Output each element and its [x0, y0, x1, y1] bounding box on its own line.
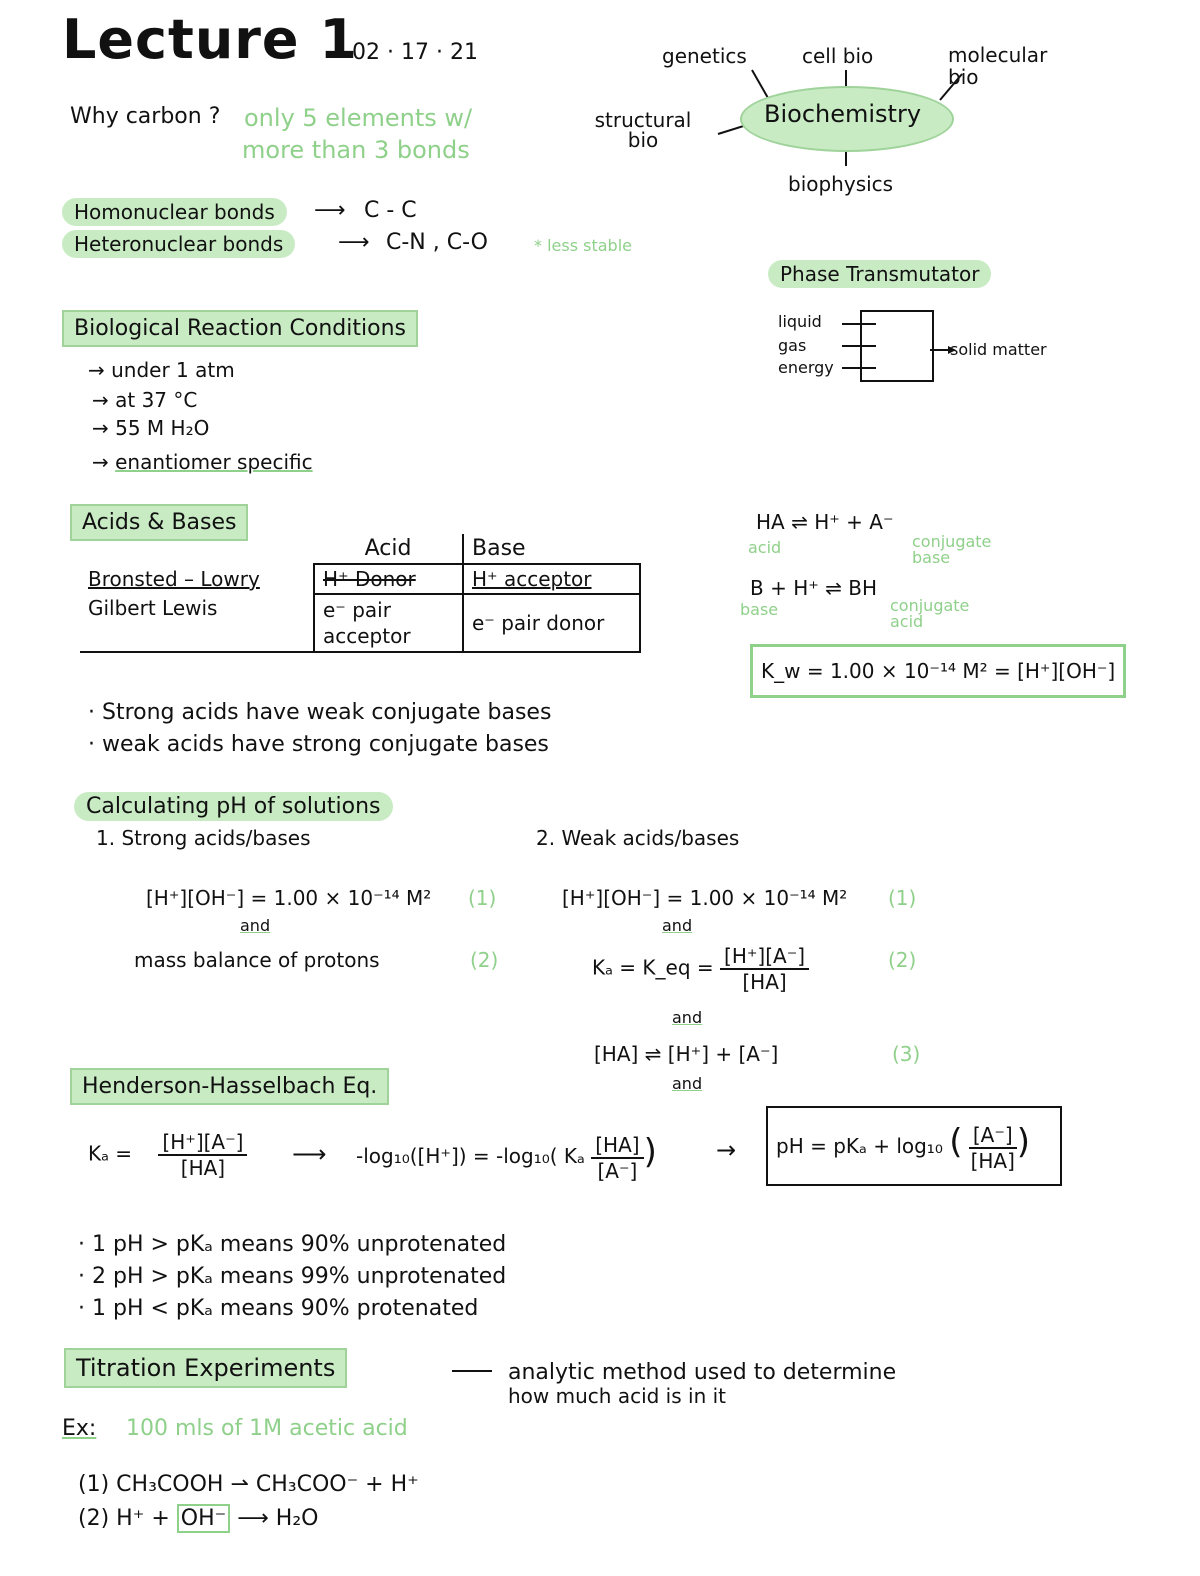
note-strong-acids: · Strong acids have weak conjugate bases: [88, 700, 552, 725]
hh-rule-2-text: 2 pH > pKₐ means 99% unprotenated: [92, 1264, 507, 1289]
phase-output: solid matter: [950, 340, 1047, 359]
page-date: 02 · 17 · 21: [352, 40, 478, 65]
note-strong-acids-text: Strong acids have weak conjugate bases: [102, 700, 552, 725]
hh-rule-2: · 2 pH > pKₐ means 99% unprotenated: [78, 1264, 507, 1289]
reaction-2-arrow: ⟶: [237, 1506, 269, 1531]
hh-log-denominator: [A⁻]: [597, 1158, 638, 1183]
heteronuclear-label: Heteronuclear bonds: [62, 230, 295, 258]
strong-eq2: mass balance of protons: [134, 948, 380, 972]
strong-and: and: [240, 916, 271, 935]
heteronuclear-example: C-N , C-O: [386, 230, 488, 255]
hh-log: -log₁₀([H⁺]) = -log₁₀( Kₐ $\frac{[HA]}{[A^-]}$ ): [356, 1132, 657, 1183]
hh-ka-lhs: Kₐ =: [88, 1141, 133, 1166]
weak-eq3: [HA] ⇌ [H⁺] + [A⁻]: [594, 1042, 779, 1066]
titration-desc-1: analytic method used to determine: [508, 1360, 897, 1385]
hh-final-numerator: [A⁻]: [969, 1123, 1017, 1149]
reaction-2-oh: OH⁻: [177, 1504, 230, 1533]
kw-box: K_w = 1.00 × 10⁻¹⁴ M² = [H⁺][OH⁻]: [750, 644, 1126, 698]
reaction-1-num: (1): [78, 1472, 110, 1497]
acid-eq-acid-label: acid: [748, 538, 782, 557]
acids-bases-table: [80, 534, 641, 653]
strong-heading: 1. Strong acids/bases: [96, 826, 311, 850]
phase-input-liquid: liquid: [778, 312, 822, 331]
phase-arrows: [838, 310, 958, 380]
hh-rule-1-text: 1 pH > pKₐ means 90% unprotenated: [92, 1232, 507, 1257]
condition-1-text: under 1 atm: [111, 358, 235, 382]
condition-2-text: at 37 °C: [115, 388, 198, 412]
acid-eq-conj-label: conjugate base: [912, 532, 992, 567]
base-eq-conj-label: conjugate acid: [890, 596, 970, 631]
heteronuclear-arrow: ⟶: [338, 230, 370, 255]
titration-title: Titration Experiments: [64, 1348, 347, 1388]
why-carbon-answer-1: only 5 elements w/: [244, 104, 473, 132]
biochem-center: Biochemistry: [764, 100, 922, 128]
ph-calc-title: Calculating pH of solutions: [74, 792, 393, 821]
lewis-base: e⁻ pair donor: [463, 594, 640, 652]
phase-title: Phase Transmutator: [768, 260, 991, 288]
weak-and-2: and: [672, 1008, 703, 1027]
acids-bases-title: Acids & Bases: [70, 504, 248, 541]
base-col-header: Base: [463, 534, 640, 564]
weak-eq2-denominator: [HA]: [742, 970, 787, 994]
biochem-structural-bio: structural bio: [594, 108, 692, 152]
weak-eq1-num: (1): [888, 886, 917, 910]
acid-equation: HA ⇌ H⁺ + A⁻: [756, 510, 894, 534]
hh-final-fraction: [969, 1123, 1017, 1173]
hh-ka: [88, 1130, 247, 1180]
weak-eq2-lhs: Kₐ = K_eq =: [592, 955, 714, 980]
weak-eq2: [592, 944, 809, 994]
biochem-molecular-bio: molecular bio: [948, 43, 1048, 89]
condition-4: → enantiomer specific: [92, 450, 313, 474]
condition-3: → 55 M H₂O: [92, 416, 210, 440]
reaction-2-product: H₂O: [275, 1506, 319, 1531]
biochem-cell-bio: cell bio: [802, 44, 874, 68]
weak-and-1: and: [662, 916, 693, 935]
condition-2: → at 37 °C: [92, 388, 198, 412]
weak-eq2-numerator: [H⁺][A⁻]: [720, 944, 809, 970]
hh-log-expr: -log₁₀([H⁺]) = -log₁₀( Kₐ: [356, 1144, 585, 1168]
hh-arrow-2: →: [716, 1136, 737, 1164]
homonuclear-example: C - C: [364, 198, 417, 223]
hh-rule-3: · 1 pH < pKₐ means 90% protenated: [78, 1296, 479, 1321]
titration-ex-text: 100 mls of 1M acetic acid: [126, 1416, 408, 1441]
heteronuclear-note: * less stable: [534, 236, 632, 255]
weak-eq2-fraction: [720, 944, 809, 994]
hh-ka-denominator: [HA]: [180, 1156, 226, 1180]
condition-1: → under 1 atm: [88, 358, 235, 382]
strong-eq1-num: (1): [468, 886, 497, 910]
condition-3-text: 55 M H₂O: [115, 416, 210, 440]
weak-eq1: [H⁺][OH⁻] = 1.00 × 10⁻¹⁴ M²: [562, 886, 848, 910]
base-eq-base-label: base: [740, 600, 779, 619]
weak-eq2-num: (2): [888, 948, 917, 972]
hh-rule-1: · 1 pH > pKₐ means 90% unprotenated: [78, 1232, 507, 1257]
base-equation: B + H⁺ ⇌ BH: [750, 576, 878, 600]
hh-final-lhs: pH = pKₐ + log₁₀: [776, 1134, 943, 1158]
hh-final-denominator: [HA]: [970, 1148, 1015, 1173]
lewis-acid: e⁻ pair acceptor: [314, 594, 463, 652]
hh-ka-fraction: [158, 1130, 247, 1180]
biochem-genetics: genetics: [662, 44, 747, 68]
titration-ex-label: Ex:: [62, 1416, 97, 1441]
biochem-biophysics: biophysics: [788, 172, 894, 196]
note-weak-acids: · weak acids have strong conjugate bases: [88, 732, 549, 757]
why-carbon-question: Why carbon ?: [70, 104, 221, 129]
strong-eq1: [H⁺][OH⁻] = 1.00 × 10⁻¹⁴ M²: [146, 886, 432, 910]
page-title: Lecture 1: [62, 8, 358, 71]
bronsted-label: Bronsted – Lowry: [88, 567, 260, 591]
conditions-title: Biological Reaction Conditions: [62, 310, 418, 347]
reaction-2-a: H⁺ +: [116, 1506, 170, 1531]
weak-heading: 2. Weak acids/bases: [536, 826, 740, 850]
hh-final-box: pH = pKₐ + log₁₀ ( $\frac{[A^-]}{[HA]}$ ): [766, 1106, 1062, 1186]
reaction-2-num: (2): [78, 1506, 110, 1531]
hh-title: Henderson-Hasselbach Eq.: [70, 1068, 389, 1105]
reaction-1: [78, 1472, 419, 1497]
phase-input-gas: gas: [778, 336, 807, 355]
hh-log-numerator: [HA]: [591, 1133, 643, 1159]
note-weak-acids-text: weak acids have strong conjugate bases: [102, 732, 549, 757]
homonuclear-arrow: ⟶: [314, 198, 346, 223]
condition-4-text: enantiomer specific: [115, 450, 313, 474]
phase-input-energy: energy: [778, 358, 834, 377]
strong-eq2-num: (2): [470, 948, 499, 972]
hh-arrow-1: ⟶: [292, 1140, 327, 1168]
acid-col-header: Acid: [364, 536, 412, 561]
titration-desc-2: how much acid is in it: [508, 1384, 726, 1408]
reaction-1-text: CH₃COOH ⇀ CH₃COO⁻ + H⁺: [116, 1472, 419, 1497]
bronsted-base: H⁺ acceptor: [463, 564, 640, 594]
hh-rule-3-text: 1 pH < pKₐ means 90% protenated: [92, 1296, 479, 1321]
hh-log-fraction: [591, 1133, 643, 1183]
weak-eq3-num: (3): [892, 1042, 921, 1066]
homonuclear-label: Homonuclear bonds: [62, 198, 287, 226]
hh-ka-numerator: [H⁺][A⁻]: [158, 1130, 247, 1156]
titration-dash: [452, 1370, 492, 1372]
lewis-label: Gilbert Lewis: [80, 594, 314, 652]
reaction-2: [78, 1506, 318, 1531]
bronsted-acid: H⁺ Donor: [314, 564, 463, 594]
why-carbon-answer-2: more than 3 bonds: [242, 136, 470, 164]
weak-and-3: and: [672, 1074, 703, 1093]
